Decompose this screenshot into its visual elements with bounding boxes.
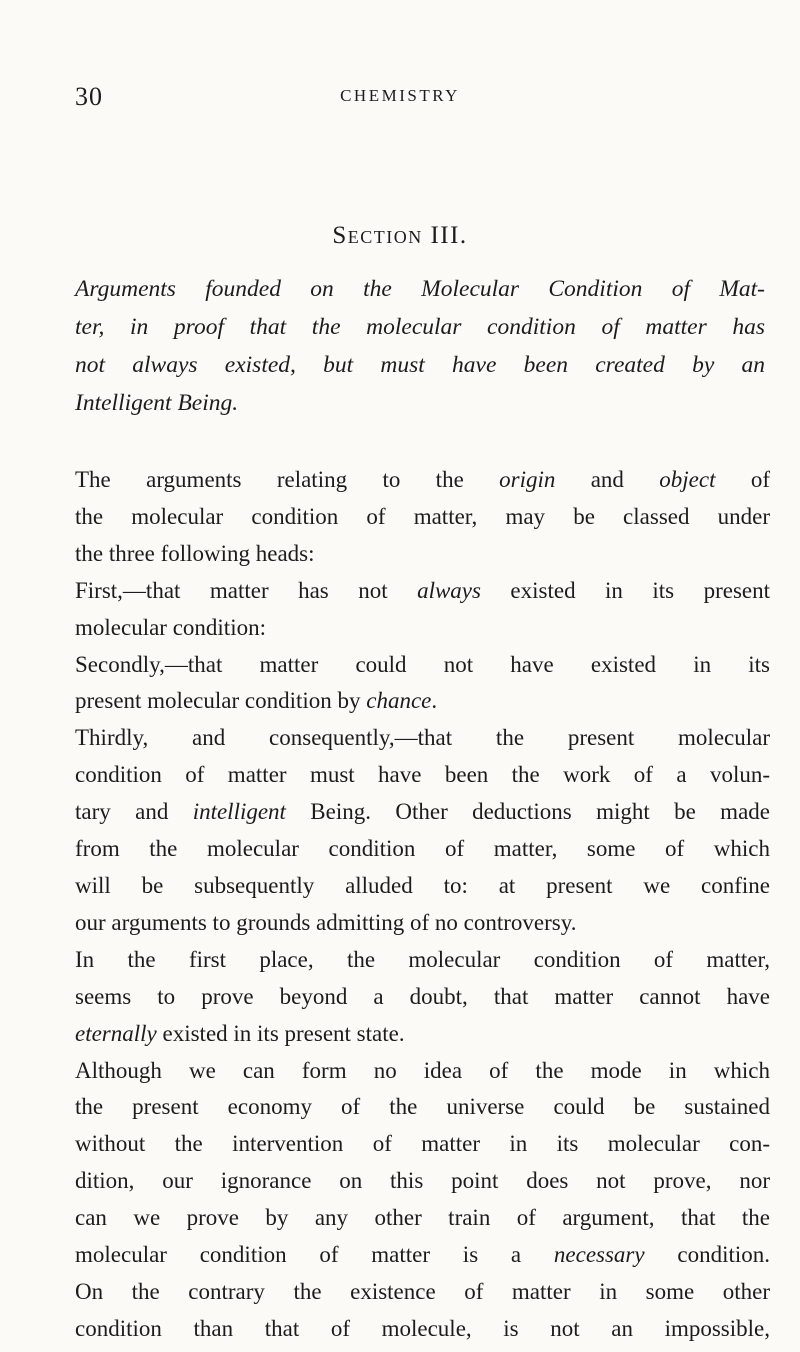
body-line: condition of matter must have been the work of a volun- [75,762,770,788]
body-line: without the intervention of matter in its molecular con- [75,1131,770,1157]
body-line: our arguments to grounds admitting of no controversy. [75,909,577,935]
body-line: the molecular condition of matter, may be classed under [75,503,770,529]
body-line: In the first place, the molecular condition of matter, [75,946,770,972]
subtitle-line: ter, in proof that the molecular condition of matter has [75,314,765,340]
body-line: eternally existed in its present state. [75,1020,405,1046]
body-line: from the molecular condition of matter, some of which [75,836,770,862]
body-line: seems to prove beyond a doubt, that matter cannot have [75,983,770,1009]
body-line: will be subsequently alluded to: at present we confine [75,872,770,898]
body-line: molecular condition of matter is a necessary condition. [75,1242,770,1268]
page-header [0,82,800,112]
body-line: Thirdly, and consequently,—that the present molecular [75,725,770,751]
body-line: On the contrary the existence of matter in some other [75,1278,770,1304]
emphasis: eternally [75,1020,157,1046]
body-line: the three following heads: [75,540,315,566]
body-text [75,462,770,1348]
body-line: can we prove by any other train of argument, that the [75,1205,770,1231]
section-subtitle [75,270,765,422]
body-line: First,—that matter has not always existed in its present [75,577,771,603]
body-line: Secondly,—that matter could not have existed in its [75,651,770,677]
body-line: the present economy of the universe could be sustained [75,1094,770,1120]
body-line: Although we can form no idea of the mode in which [75,1057,770,1083]
emphasis: necessary [553,1242,645,1268]
subtitle-line: not always existed, but must have been created by an [75,352,765,378]
emphasis: chance [366,688,432,714]
body-line: condition than that of molecule, is not an impossible, [75,1315,770,1341]
body-line: tary and intelligent Being. Other deductions might be made [75,799,770,825]
body-line: present molecular condition by chance. [75,688,438,714]
emphasis: intelligent [192,799,286,825]
running-head: CHEMISTRY [340,86,460,105]
body-line: molecular condition: [75,614,266,640]
subtitle-line: Intelligent Being. [75,390,239,416]
subtitle-line: Arguments founded on the Molecular Condition of Mat- [75,276,765,302]
emphasis: always [417,577,481,603]
body-line: The arguments relating to the origin and object of [75,467,770,492]
section-heading: Section III. [332,222,468,249]
page-number: 30 [75,82,103,111]
emphasis: origin [499,467,556,492]
body-line: dition, our ignorance on this point does not prove, nor [75,1168,770,1194]
emphasis: object [659,467,716,492]
